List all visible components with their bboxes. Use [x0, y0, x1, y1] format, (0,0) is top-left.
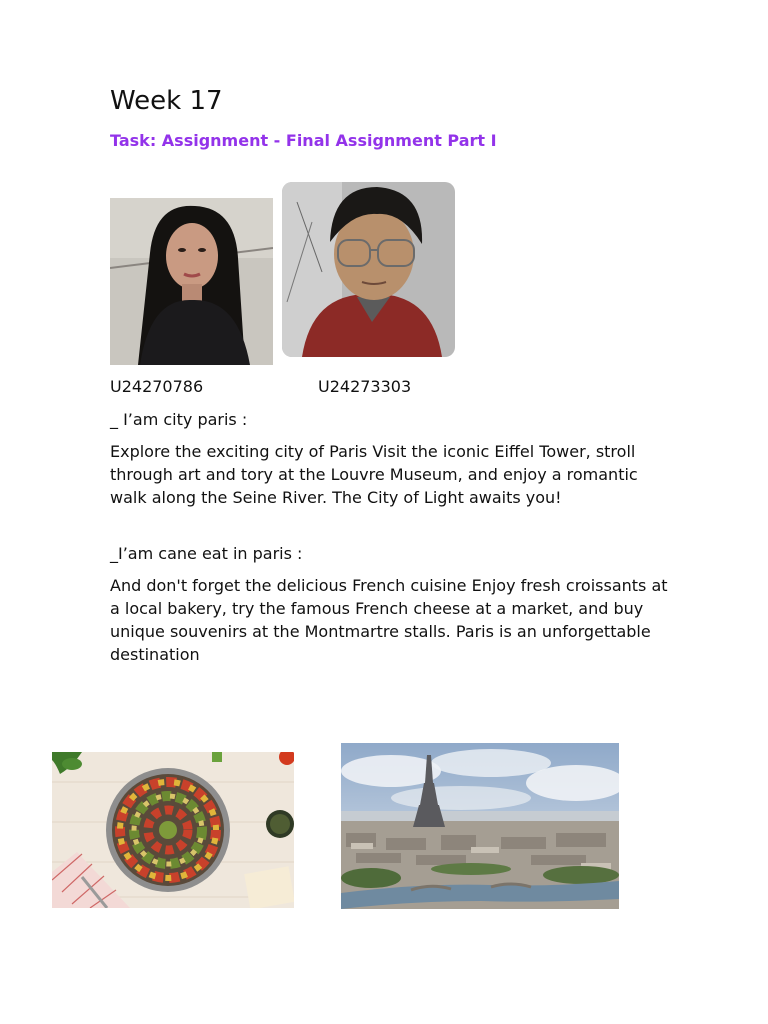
page-title: Week 17 — [110, 86, 223, 116]
section-body-food: And don't forget the delicious French cuisine Enjoy fresh croissants at a local bakery, try the famous French cheese at a market, and buy unique souvenirs at the Montmartre stalls. Paris is an unforgettable destination — [110, 576, 668, 664]
paris-skyline-photo — [341, 743, 619, 909]
section-heading-food: _I’am cane eat in paris : — [110, 544, 303, 563]
student-photo-1 — [110, 198, 273, 365]
student-photo-2 — [282, 182, 455, 357]
section-body-city: Explore the exciting city of Paris Visit the iconic Eiffel Tower, stroll through art and tory at the Louvre Museum, and enjoy a romantic walk along the Seine River. The City of Light awaits you! — [110, 442, 638, 507]
student-id-1: U24270786 — [110, 377, 204, 396]
task-title: Task: Assignment - Final Assignment Part I — [110, 131, 497, 150]
ratatouille-photo — [52, 752, 294, 908]
section-heading-city: _ I’am city paris : — [110, 410, 248, 429]
student-id-2: U24273303 — [318, 377, 412, 396]
